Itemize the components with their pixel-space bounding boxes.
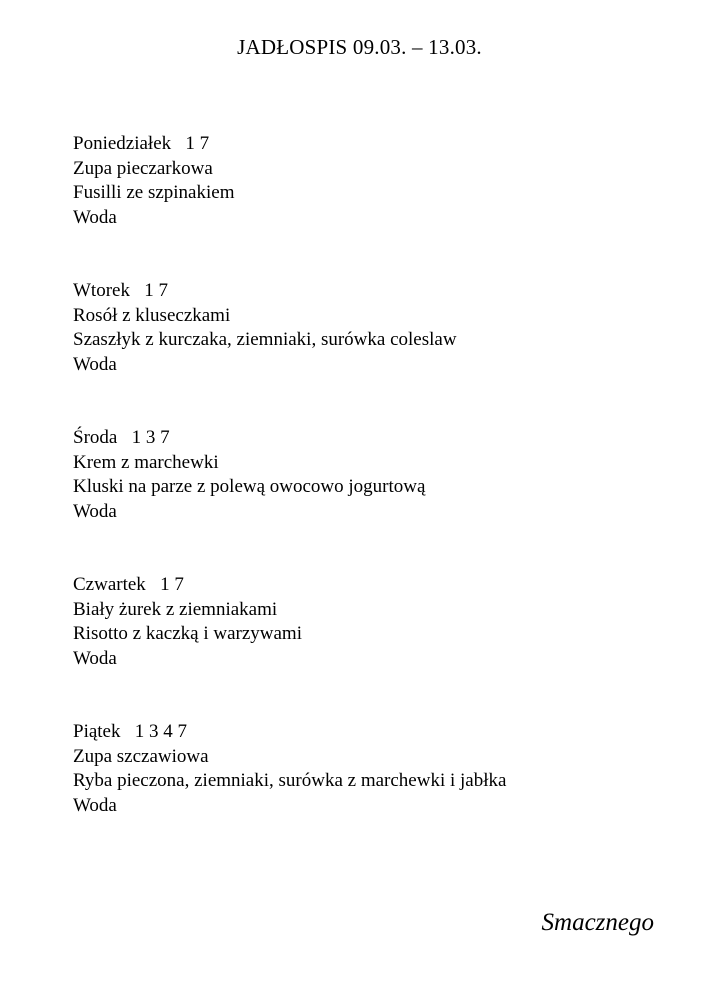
meal-soup: Krem z marchewki xyxy=(73,451,219,473)
day-section-thursday xyxy=(73,573,673,671)
day-section-monday xyxy=(73,132,673,230)
meal-soup: Biały żurek z ziemniakami xyxy=(73,598,278,620)
day-section-friday xyxy=(73,720,673,818)
meal-soup: Zupa szczawiowa xyxy=(73,745,209,767)
meal-main: Kluski na parze z polewą owocowo jogurtową xyxy=(73,476,426,497)
day-allergens: 1 7 xyxy=(144,280,168,301)
day-section-tuesday xyxy=(73,279,673,377)
day-section-wednesday xyxy=(73,426,673,524)
day-allergens: 1 3 7 xyxy=(131,427,170,448)
meal-drink: Woda xyxy=(73,500,117,522)
meal-main: Fusilli ze szpinakiem xyxy=(73,182,235,203)
menu-title: JADŁOSPIS 09.03. – 13.03. xyxy=(237,35,482,59)
day-heading xyxy=(73,279,673,304)
day-heading xyxy=(73,573,673,598)
meal-soup: Zupa pieczarkowa xyxy=(73,157,213,179)
meal-drink: Woda xyxy=(73,794,117,816)
day-name: Środa xyxy=(73,427,118,448)
day-allergens: 1 3 4 7 xyxy=(134,721,187,742)
day-name: Poniedziałek xyxy=(73,133,172,154)
day-heading xyxy=(73,720,673,745)
day-allergens: 1 7 xyxy=(185,133,210,154)
day-name: Wtorek xyxy=(73,280,130,301)
day-name: Piątek xyxy=(73,721,121,742)
day-heading xyxy=(73,132,673,157)
day-heading xyxy=(73,426,673,451)
meal-soup: Rosół z kluseczkami xyxy=(73,304,231,326)
meal-drink: Woda xyxy=(73,206,117,228)
meal-main: Ryba pieczona, ziemniaki, surówka z marchewki i jabłka xyxy=(73,770,507,791)
meal-main: Szaszłyk z kurczaka, ziemniaki, surówka coleslaw xyxy=(73,329,457,350)
meal-drink: Woda xyxy=(73,647,117,669)
day-name: Czwartek xyxy=(73,574,146,595)
day-allergens: 1 7 xyxy=(160,574,184,595)
meal-main: Risotto z kaczką i warzywami xyxy=(73,623,302,644)
closing-greeting: Smacznego xyxy=(541,909,654,936)
meal-drink: Woda xyxy=(73,353,117,375)
